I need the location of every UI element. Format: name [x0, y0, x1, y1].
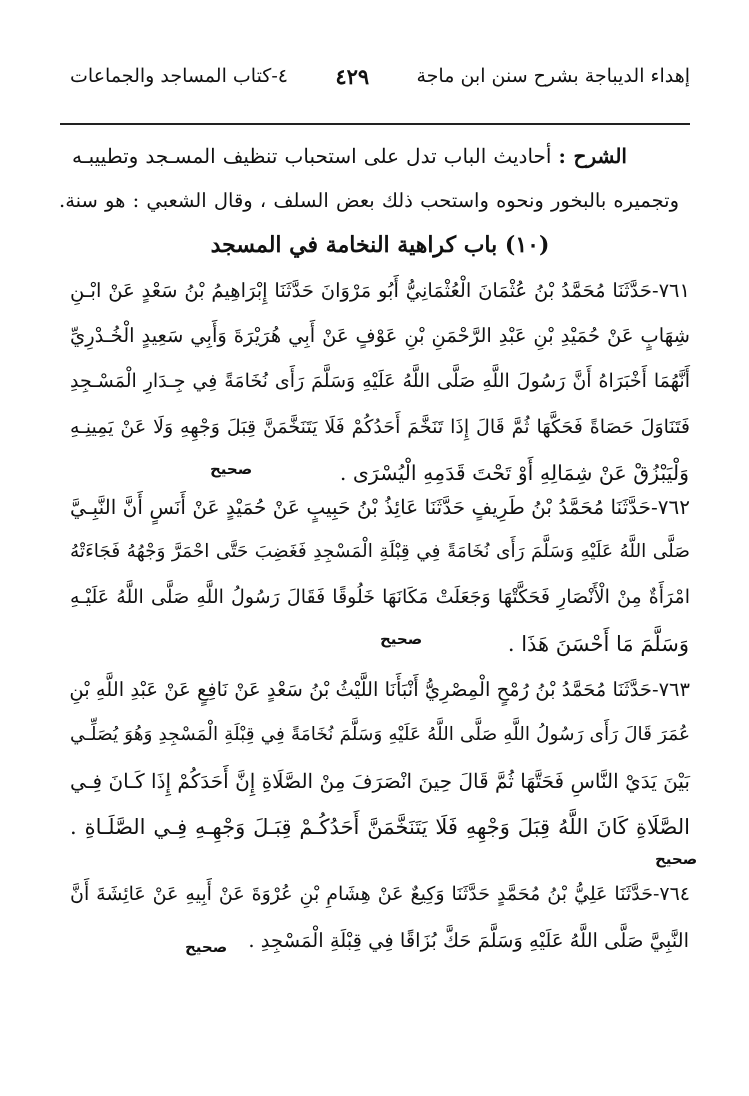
hadith-761-grade: صحيح [210, 460, 253, 478]
hadith-762-grade: صحيح [380, 630, 423, 648]
hadith-764-line-2: النَّبِيَّ صَلَّى اللَّهُ عَلَيْهِ وَسَلَّمَ حَكَّ بُزَاقًا فِي قِبْلَةِ الْمَسْجِدِ . [248, 929, 689, 952]
hadith-761-line-1: ٧٦١-حَدَّثَنَا مُحَمَّدُ بْنُ عُثْمَانَ الْعُثْمَانِيُّ أَبُو مَرْوَانَ حَدَّثَنَا إِبْرَاهِيمُ بْنُ سَعْدٍ عَنْ ابْـنِ [70, 279, 690, 302]
book-title: إهداء الديباجة بشرح سنن ابن ماجة [416, 65, 690, 87]
hadith-762-line-1: ٧٦٢-حَدَّثَنَا مُحَمَّدُ بْنُ طَرِيفٍ حَدَّثَنَا عَائِذُ بْنُ حَبِيبٍ عَنْ حُمَيْدٍ عَنْ أَنَسٍ أَنَّ النَّبِـيَّ [70, 495, 690, 519]
hadith-763-line-3: بَيْنَ يَدَيْ النَّاسِ فَحَتَّهَا ثُمَّ قَالَ حِينَ انْصَرَفَ مِنْ الصَّلَاةِ إِنَّ أَحَدَكُمْ إِذَا كَـانَ فِـي [70, 769, 690, 793]
hadith-761-line-3: أَنَّهُمَا أَخْبَرَاهُ أَنَّ رَسُولَ اللَّهِ صَلَّى اللَّهُ عَلَيْهِ وَسَلَّمَ رَأَى نُخَامَةً فِي جِـدَارِ الْمَسْـجِدِ [70, 370, 690, 392]
sharh-label: الشرح : [558, 144, 627, 168]
chapter-title: ٤-كتاب المساجد والجماعات [70, 65, 288, 87]
hadith-764-grade: صحيح [185, 938, 228, 956]
hadith-762-line-2: صَلَّى اللَّهُ عَلَيْهِ وَسَلَّمَ رَأَى نُخَامَةً فِي قِبْلَةِ الْمَسْجِدِ فَغَضِبَ حَتَّى احْمَرَّ وَجْهُهُ فَجَاءَتْهُ [70, 541, 690, 562]
hadith-761-line-5: وَلْيَبْزُقْ عَنْ شِمَالِهِ أَوْ تَحْتَ قَدَمِهِ الْيُسْرَى . [339, 461, 689, 485]
sharh-line-2: وتجميره بالبخور ونحوه واستحب ذلك بعض السلف ، وقال الشعبي : هو سنة. [59, 189, 679, 212]
hadith-764-line-1: ٧٦٤-حَدَّثَنَا عَلِيُّ بْنُ مُحَمَّدٍ حَدَّثَنَا وَكِيعٌ عَنْ هِشَامِ بْنِ عُرْوَةَ عَنْ أَبِيهِ عَنْ عَائِشَةَ أَنَّ [70, 883, 690, 905]
hadith-762-line-4: وَسَلَّمَ مَا أَحْسَنَ هَذَا . [507, 632, 689, 656]
hadith-762-line-3: امْرَأَةٌ مِنْ الْأَنْصَارِ فَحَكَّتْهَا وَجَعَلَتْ مَكَانَهَا خَلُوقًا فَقَالَ رَسُولُ اللَّهِ صَلَّى اللَّهُ عَلَيْـهِ [70, 586, 690, 608]
hadith-761-line-2: شِهَابٍ عَنْ حُمَيْدِ بْنِ عَبْدِ الرَّحْمَنِ بْنِ عَوْفٍ عَنْ أَبِي هُرَيْرَةَ وَأَبِي سَعِيدٍ الْخُـدْرِيِّ [70, 324, 690, 347]
sharh-text-1: أحاديث الباب تدل على استحباب تنظيف المسـجد وتطييبـه [72, 144, 552, 168]
hadith-761-line-4: فَتَنَاوَلَ حَصَاةً فَحَكَّهَا ثُمَّ قَالَ إِذَا تَنَخَّمَ أَحَدُكُمْ فَلَا يَتَنَخَّمَنَّ قِبَلَ وَجْهِهِ وَلَا عَنْ يَمِينِـهِ [70, 416, 690, 438]
hadith-763-line-1: ٧٦٣-حَدَّثَنَا مُحَمَّدُ بْنُ رُمْحٍ الْمِصْرِيُّ أَنْبَأَنَا اللَّيْثُ بْنُ سَعْدٍ عَنْ نَافِعٍ عَنْ عَبْدِ اللَّهِ بْنِ [69, 678, 690, 701]
sharh-line-1 [72, 146, 627, 166]
running-header [70, 58, 690, 94]
chapter-heading: (١٠) باب كراهية النخامة في المسجد [210, 232, 550, 258]
header-rule [60, 123, 690, 125]
page-number: ٤٢٩ [335, 63, 370, 89]
hadith-763-line-2: عُمَرَ قَالَ رَأَى رَسُولُ اللَّهِ صَلَّى اللَّهُ عَلَيْهِ وَسَلَّمَ نُخَامَةً فِي قِبْلَةِ الْمَسْجِدِ وَهُوَ يُصَلِّـي [70, 724, 690, 745]
hadith-763-line-4: الصَّلَاةِ كَانَ اللَّهُ قِبَلَ وَجْهِهِ فَلَا يَتَنَخَّمَنَّ أَحَدُكُـمْ قِبَـلَ وَجْهِـهِ فِـي الصَّلَـاةِ . [70, 815, 690, 839]
hadith-763-grade: صحيح [655, 850, 698, 868]
